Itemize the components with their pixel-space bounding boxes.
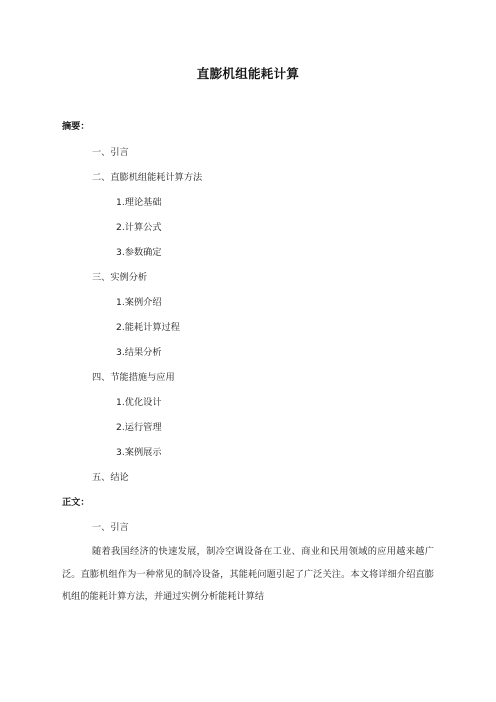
outline-section-3: 三、实例分析: [92, 272, 148, 283]
outline-item-3-2: 2.能耗计算过程: [116, 322, 180, 333]
document-title: 直膨机组能耗计算: [196, 66, 300, 81]
body-section-heading: 一、引言: [92, 522, 129, 533]
outline-section-5: 五、结论: [92, 472, 129, 483]
outline-section-4: 四、节能措施与应用: [92, 372, 175, 383]
outline-item-4-1: 1.优化设计: [116, 397, 162, 408]
body-label: 正文：: [62, 497, 90, 508]
outline-item-3-1: 1.案例介绍: [116, 297, 162, 308]
abstract-label: 摘要：: [62, 121, 90, 132]
outline-item-4-3: 3.案例展示: [116, 447, 162, 458]
outline-section-2: 二、直膨机组能耗计算方法: [92, 172, 203, 183]
outline-item-2-2: 2.计算公式: [116, 222, 162, 233]
outline-item-2-1: 1.理论基础: [116, 197, 162, 208]
outline-section-1: 一、引言: [92, 147, 129, 158]
outline-item-4-2: 2.运行管理: [116, 422, 162, 433]
body-paragraph: 随着我国经济的快速发展，制冷空调设备在工业、商业和民用领域的应用越来越广泛。直膨机组作为一种常见的制冷设备，其能耗问题引起了广泛关注。本文将详细介绍直膨机组的能耗计算方法，并通过实例分析能耗计算结: [62, 546, 434, 602]
outline-item-3-3: 3.结果分析: [116, 347, 162, 358]
outline-item-2-3: 3.参数确定: [116, 247, 162, 258]
